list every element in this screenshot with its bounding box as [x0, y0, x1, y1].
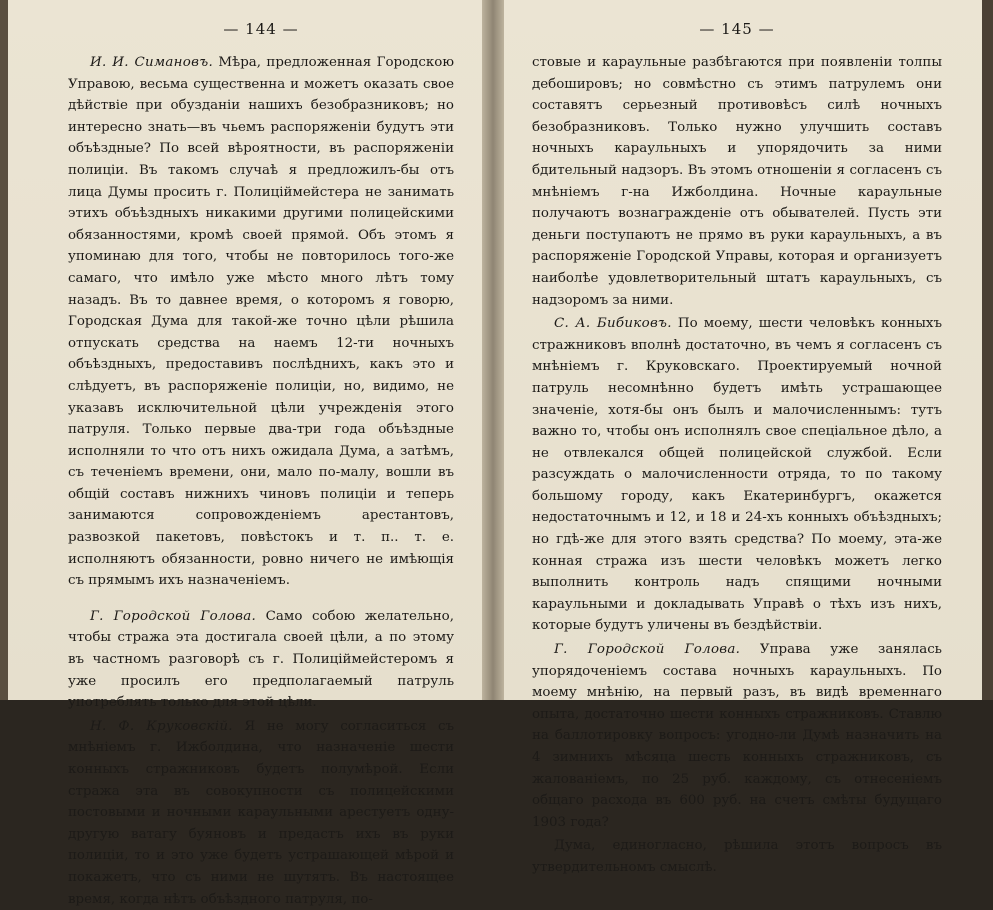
page-number-right: — 145 —	[699, 20, 775, 38]
book-gutter	[482, 0, 504, 700]
book-edge-left	[0, 0, 8, 700]
paragraph-text: По моему, шести человѣкъ конныхъ стражниковъ вполнѣ достаточно, въ чемъ я согласенъ съ мнѣніемъ г. Круковскаго. Проектируемый ночной патруль несомнѣнно будетъ имѣть устрашающее значеніе, хотя-бы онъ былъ и малочисленнымъ: тутъ важно то, чтобы онъ исполнялъ свое спеціальное дѣло, а не отвлекался общей полицейской службой. Если разсуждать о малочисленности отряда, то по такому большому городу, какъ Екатеринбургъ, окажется недостаточнымъ и 12, и 18 и 24-хъ конныхъ объѣздныхъ; но гдѣ-же для этого взять средства? По моему, эта-же конная стража изъ шести человѣкъ можетъ легко выполнить контроль надъ спящими ночными караульными и докладывать Управѣ о тѣхъ изъ нихъ, которые будутъ уличены въ бездѣйствіи.	[532, 316, 942, 634]
page-number-left: — 144 —	[223, 20, 299, 38]
speaker-name: Г. Городской Голова.	[554, 642, 741, 658]
speaker-name: С. А. Бибиковъ.	[554, 316, 672, 332]
book-edge-right	[982, 0, 993, 700]
right-page	[504, 0, 982, 875]
paragraph-text: Само собою желательно, чтобы стража эта достигала своей цѣли, а по этому въ частномъ разговорѣ съ г. Полиціймейстеромъ я уже просилъ его предполагаемый патруль употреблять только для этой цѣли.	[68, 608, 454, 711]
paragraph-text: Я не могу согласиться съ мнѣніемъ г. Ижболдина, что назначеніе шести конныхъ стражниковъ будетъ полумѣрой. Если стража эта въ совокупности съ полицейскими постовыми и ночными караульными арестуетъ одну-другую ватагу буяновъ и предастъ ихъ въ руки полиціи, то и это уже будетъ устрашающей мѣрой и покажетъ, что съ ними не шутятъ. Въ настоящее время, когда нѣтъ объѣздного патруля, по-	[68, 718, 454, 907]
speaker-name: Н. Ф. Круковскій.	[90, 718, 233, 734]
paragraph-resolution	[532, 835, 942, 878]
speaker-name: И. И. Симановъ.	[90, 55, 213, 70]
paragraph-simanov	[68, 52, 454, 592]
paragraph-text: стовые и караульные разбѣгаются при появленіи толпы дебошировъ; но совмѣстно съ этимъ патрулемъ они составятъ серьезный противовѣсъ силѣ ночныхъ безобразниковъ. Только нужно улучшить составъ ночныхъ караульныхъ и упорядочить за ними бдительный надзоръ. Въ этомъ отношеніи я согласенъ съ мнѣніемъ г-на Ижболдина. Ночные караульные получаютъ вознагражденіе отъ обывателей. Пусть эти деньги поступаютъ не прямо въ руки караульныхъ, а въ распоряженіе Городской Управы, которая и организуетъ наиболѣе удовлетворительный штатъ караульныхъ, съ надзоромъ за ними.	[532, 55, 942, 308]
paragraph-krukovsky	[68, 716, 454, 910]
paragraph-continuation	[532, 52, 942, 311]
speaker-name: Г. Городской Голова.	[90, 608, 257, 624]
left-page	[8, 0, 482, 907]
paragraph-text: Дума, единогласно, рѣшила этотъ вопросъ въ утвердительномъ смыслѣ.	[532, 838, 942, 875]
paragraph-bibikov	[532, 313, 942, 637]
paragraph-text: Управа уже занялась упорядоченіемъ состава ночныхъ караульныхъ. По моему мнѣнію, на первый разъ, въ видѣ временнаго опыта, достаточно шести конныхъ стражниковъ. Ставлю на баллотировку вопросъ: угодно-ли Думѣ назначить на 4 зимнихъ мѣсяца шесть конныхъ стражниковъ, съ жалованіемъ, по 25 руб. каждому, съ отнесеніемъ общаго расхода въ 600 руб. на счетъ смѣты будущаго 1903 года?	[532, 642, 942, 830]
paragraph-text: Мѣра, предложенная Городскою Управою, весьма существенна и можетъ оказать свое дѣйствіе при обузданіи нашихъ безобразниковъ; но интересно знать—въ чьемъ распоряженіи будутъ эти объѣздные? По всей вѣроятности, въ распоряженіи полиціи. Въ такомъ случаѣ я предложилъ-бы отъ лица Думы просить г. Полиціймейстера не занимать этихъ объѣздныхъ никакими другими полицейскими обязанностями, кромѣ своей прямой. Объ этомъ я упоминаю для того, чтобы не повторилось того-же самаго, что имѣло уже мѣсто много лѣтъ тому назадъ. Въ то давнее время, о которомъ я говорю, Городская Дума для такой-же точно цѣли рѣшила отпускать средства на наемъ 12-ти ночныхъ объѣздныхъ, предоставивъ послѣднихъ, какъ это и слѣдуетъ, въ распоряженіе полиціи, но, видимо, не указавъ исключительной цѣли учрежденія этого патруля. Только первые два-три года объѣздные исполняли то что отъ нихъ ожидала Дума, а затѣмъ, съ теченіемъ времени, они, мало по-малу, вошли въ общій составъ нижнихъ чиновъ полиціи и теперь занимаются сопровожденіемъ арестантовъ, развозкой пакетовъ, повѣстокъ и т. п.. т. е. исполняютъ обязанности, ровно ничего не имѣющія съ прямымъ ихъ назначеніемъ.	[68, 55, 454, 589]
paragraph-golova-left	[68, 606, 454, 714]
paragraph-golova-right	[532, 639, 942, 833]
